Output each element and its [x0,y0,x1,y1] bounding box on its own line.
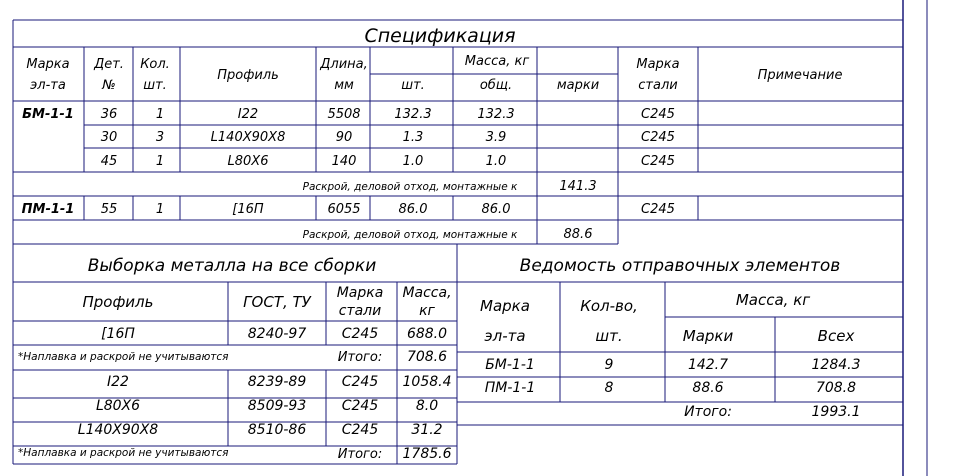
table-row [101,130,675,145]
table-row [78,422,443,438]
spec-subtotal-text: Раскрой, деловой отход, монтажные к [302,229,518,241]
spec-cell-total-mass: 3.9 [485,130,507,145]
selection-cell-profile: L140X90X8 [77,422,159,438]
spec-cell-length: 90 [335,130,353,145]
selection-cell-mass: 31.2 [411,422,443,438]
spec-cell-steel: C245 [641,130,675,145]
spec-cell-det: 55 [100,202,118,217]
selection-header-mass: Масса, [402,285,452,301]
spec-header-mark: Марка [26,57,70,72]
selection-cell-steel: C245 [341,326,379,342]
spec-cell-total-mass: 1.0 [485,154,507,169]
spec-cell-profile: L140X90X8 [210,130,286,145]
spec-header-qty: шт. [143,78,167,93]
spec-header-mass-total: общ. [479,78,513,93]
spec-header-length: Длина, [320,57,368,72]
metal-selection-table [18,256,452,462]
selection-header-gost: ГОСТ, ТУ [243,293,311,311]
spec-cell-profile: [16П [232,202,264,217]
spec-subtotal-value: 141.3 [559,179,597,194]
spec-cell-profile: L80X6 [227,154,269,169]
selection-title: Выборка металла на все сборки [87,256,377,276]
table-row [96,398,438,414]
spec-cell-length: 140 [331,154,357,169]
spec-cell-det: 36 [100,107,118,122]
shipping-cell-mass-mark: 142.7 [687,357,729,373]
shipping-elements-table [480,256,860,420]
selection-cell-gost: 8239-89 [247,374,307,390]
spec-cell-unit-mass: 86.0 [398,202,428,217]
spec-header-mass-mark: марки [556,78,600,93]
shipping-cell-mass-mark: 88.6 [692,380,724,396]
table-row [18,349,447,365]
spec-cell-total-mass: 86.0 [481,202,511,217]
selection-header-steel: Марка [336,285,384,301]
spec-header-note: Примечание [757,68,843,83]
spec-header-mass: Масса, кг [464,54,530,69]
spec-cell-total-mass: 132.3 [477,107,515,122]
spec-cell-qty: 1 [155,202,165,217]
shipping-header-qty: шт. [595,327,623,345]
spec-header-profile: Профиль [217,68,279,83]
spec-title: Спецификация [364,25,516,47]
spec-cell-qty: 1 [155,154,165,169]
selection-total: 708.6 [406,349,448,365]
spec-cell-mark: БМ-1-1 [22,107,74,122]
spec-header-steel: стали [638,78,678,93]
selection-cell-mass: 688.0 [406,326,448,342]
table-row [101,154,675,169]
shipping-title: Ведомость отправочных элементов [519,256,841,276]
shipping-total: 1993.1 [811,404,861,420]
selection-header-profile: Профиль [82,293,154,311]
selection-cell-profile: L80X6 [95,398,141,414]
shipping-total-label: Итого: [684,404,732,420]
table-row [101,326,447,342]
selection-cell-steel: C245 [341,374,379,390]
shipping-cell-mass-all: 1284.3 [811,357,861,373]
specification-table [22,25,843,242]
spec-cell-unit-mass: 132.3 [394,107,432,122]
spec-subtotal-text: Раскрой, деловой отход, монтажные к [302,181,518,193]
table-row [22,202,675,217]
selection-cell-gost: 8510-86 [247,422,307,438]
spec-header-steel: Марка [636,57,680,72]
shipping-cell-qty: 9 [604,357,614,373]
shipping-header-mark: эл-та [484,327,526,345]
spec-cell-mark: ПМ-1-1 [21,202,75,217]
spec-header-mark: эл-та [30,78,66,93]
shipping-header-mass: Масса, кг [735,291,811,309]
spec-cell-qty: 3 [155,130,165,145]
selection-cell-profile: [16П [101,326,135,342]
selection-note: *Наплавка и раскрой не учитываются [18,447,229,459]
spec-header-length: мм [334,78,354,93]
spec-cell-unit-mass: 1.3 [402,130,424,145]
spec-header-qty: Кол. [140,57,170,72]
selection-cell-mass: 1058.4 [402,374,452,390]
table-row [107,374,451,390]
table-row [303,227,593,242]
selection-total-label: Итого: [337,447,383,462]
shipping-header-mark: Марка [480,297,530,315]
selection-cell-steel: C245 [341,422,379,438]
spec-cell-unit-mass: 1.0 [402,154,424,169]
selection-cell-steel: C245 [341,398,379,414]
shipping-cell-mark: ПМ-1-1 [484,380,536,396]
spec-cell-det: 45 [100,154,118,169]
selection-header-mass: кг [419,303,435,319]
shipping-header-mass-marks: Марки [682,327,734,345]
spec-header-det: Дет. [94,57,124,72]
selection-cell-mass: 8.0 [415,398,439,414]
spec-cell-steel: C245 [641,107,675,122]
table-row [485,357,860,373]
table-row [303,179,597,194]
table-row [22,107,675,122]
selection-header-steel: стали [338,303,382,319]
shipping-cell-mass-all: 708.8 [815,380,857,396]
spec-cell-profile: I22 [237,107,259,122]
spec-cell-steel: C245 [641,154,675,169]
selection-total-label: Итого: [337,350,383,365]
spec-subtotal-value: 88.6 [563,227,593,242]
spec-header-det: № [102,78,116,93]
shipping-header-qty: Кол-во, [580,297,638,315]
shipping-header-mass-all: Всех [817,327,855,345]
shipping-cell-mark: БМ-1-1 [485,357,535,373]
selection-total: 1785.6 [402,446,452,462]
spec-cell-length: 6055 [327,202,361,217]
spec-cell-steel: C245 [641,202,675,217]
spec-cell-length: 5508 [327,107,361,122]
shipping-cell-qty: 8 [604,380,614,396]
spec-header-mass-unit: шт. [401,78,425,93]
table-row [485,380,856,396]
table-row [18,446,452,462]
table-row [684,404,860,420]
selection-cell-gost: 8509-93 [247,398,307,414]
spec-cell-qty: 1 [155,107,165,122]
selection-cell-gost: 8240-97 [247,326,307,342]
selection-note: *Наплавка и раскрой не учитываются [18,351,229,363]
selection-cell-profile: I22 [107,374,129,390]
spec-cell-det: 30 [100,130,118,145]
